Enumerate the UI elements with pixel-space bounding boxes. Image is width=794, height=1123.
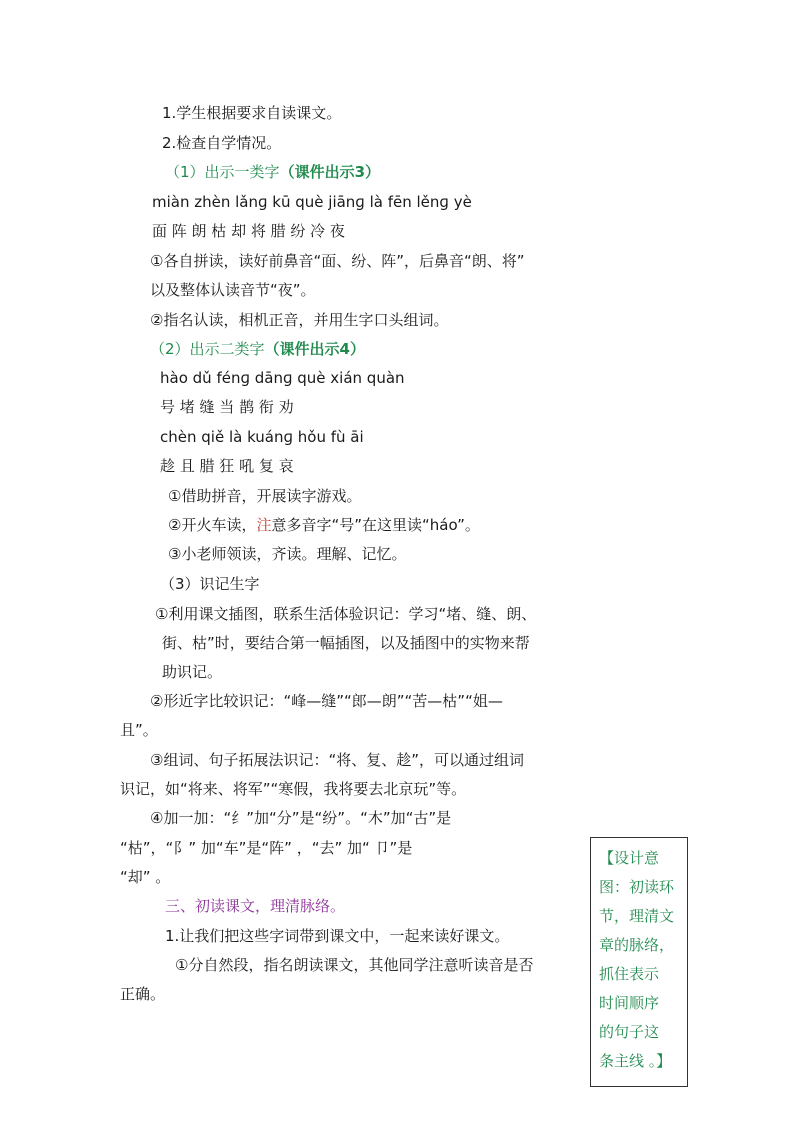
- text-line: 街、枯”时，要结合第一幅插图，以及插图中的实物来帮: [162, 634, 530, 652]
- text-line: ②形近字比较识记：“峰—缝”“郎—朗”“苦—枯”“姐—: [150, 692, 503, 710]
- heading-green: 一类字: [234, 163, 280, 181]
- pinyin-line: hào dǔ fénɡ dānɡ què xián quàn: [160, 369, 405, 387]
- text-line: （3）识记生字: [160, 575, 260, 593]
- heading-bold: （课件出示3）: [279, 163, 381, 181]
- text-line: 助识记。: [162, 663, 223, 681]
- text-line: ①借助拼音，开展读字游戏。: [168, 487, 362, 505]
- heading-prefix: （1）出示: [165, 163, 235, 181]
- character-line: 面 阵 朗 枯 却 将 腊 纷 冷 夜: [152, 222, 345, 240]
- text-line: [168, 515, 480, 535]
- character-line: 号 堵 缝 当 鹊 衔 劝: [160, 398, 294, 416]
- text-line: 识记，如“将来、将军”“寒假，我将要去北京玩”等。: [120, 780, 467, 798]
- text-line: “却” 。: [120, 868, 171, 886]
- text-line: 1.学生根据要求自读课文。: [162, 104, 342, 122]
- design-intent-box: [590, 837, 688, 1087]
- highlight-char: 注: [256, 516, 272, 534]
- text-line: ③组词、句子拓展法识记：“将、复、趁”，可以通过组词: [150, 751, 524, 769]
- side-note-line: 【设计意: [599, 849, 660, 867]
- pinyin-line: chèn qiě là kuánɡ hǒu fù āi: [160, 428, 364, 446]
- text-line: 正确。: [120, 985, 166, 1003]
- heading-bold: （课件出示4）: [264, 340, 365, 358]
- side-note-line: 的句子这: [599, 1023, 660, 1041]
- text-line: 以及整体认读音节“夜”。: [150, 281, 316, 299]
- character-line: 趁 且 腊 狂 吼 复 哀: [160, 457, 294, 475]
- side-note-line: 条主线 。】: [599, 1052, 672, 1070]
- section-heading: [150, 339, 365, 359]
- text-line: 且”。: [120, 721, 158, 739]
- text-line: ③小老师领读，齐读。理解、记忆。: [168, 545, 407, 563]
- text-segment: ②开火车读，: [168, 516, 257, 534]
- text-line: ①利用课文插图，联系生活体验识记：学习“堵、缝、朗、: [155, 605, 537, 623]
- text-line: ②指名认读，相机正音，并用生字口头组词。: [150, 311, 449, 329]
- text-line: “枯”，“阝” 加“车”是“阵” ，“去” 加“ 卩”是: [120, 839, 413, 857]
- side-note-line: 图：初读环: [599, 878, 675, 896]
- text-line: ①各自拼读，读好前鼻音“面、纷、阵”，后鼻音“朗、将”: [150, 252, 525, 270]
- side-note-line: 节，理清文: [599, 907, 675, 925]
- side-note-line: 抓住表示: [599, 965, 660, 983]
- side-note-line: 时间顺序: [599, 994, 660, 1012]
- text-line: 2.检查自学情况。: [162, 134, 282, 152]
- text-line: ④加一加：“纟”加“分”是“纷”。“木”加“古”是: [150, 809, 452, 827]
- side-note-line: 章的脉络，: [599, 936, 675, 954]
- text-line: ①分自然段，指名朗读课文，其他同学注意听读音是否: [175, 956, 534, 974]
- section-heading: [165, 162, 380, 182]
- text-segment: 意多音字“号”在这里读“háo”。: [271, 516, 480, 534]
- section-heading: 三、初读课文，理清脉络。: [165, 897, 346, 915]
- pinyin-line: miàn zhèn lǎnɡ kū què jiānɡ là fēn lěnɡ yè: [152, 193, 472, 211]
- heading-green: （2）出示二类字: [150, 340, 265, 358]
- text-line: 1.让我们把这些字词带到课文中，一起来读好课文。: [165, 927, 510, 945]
